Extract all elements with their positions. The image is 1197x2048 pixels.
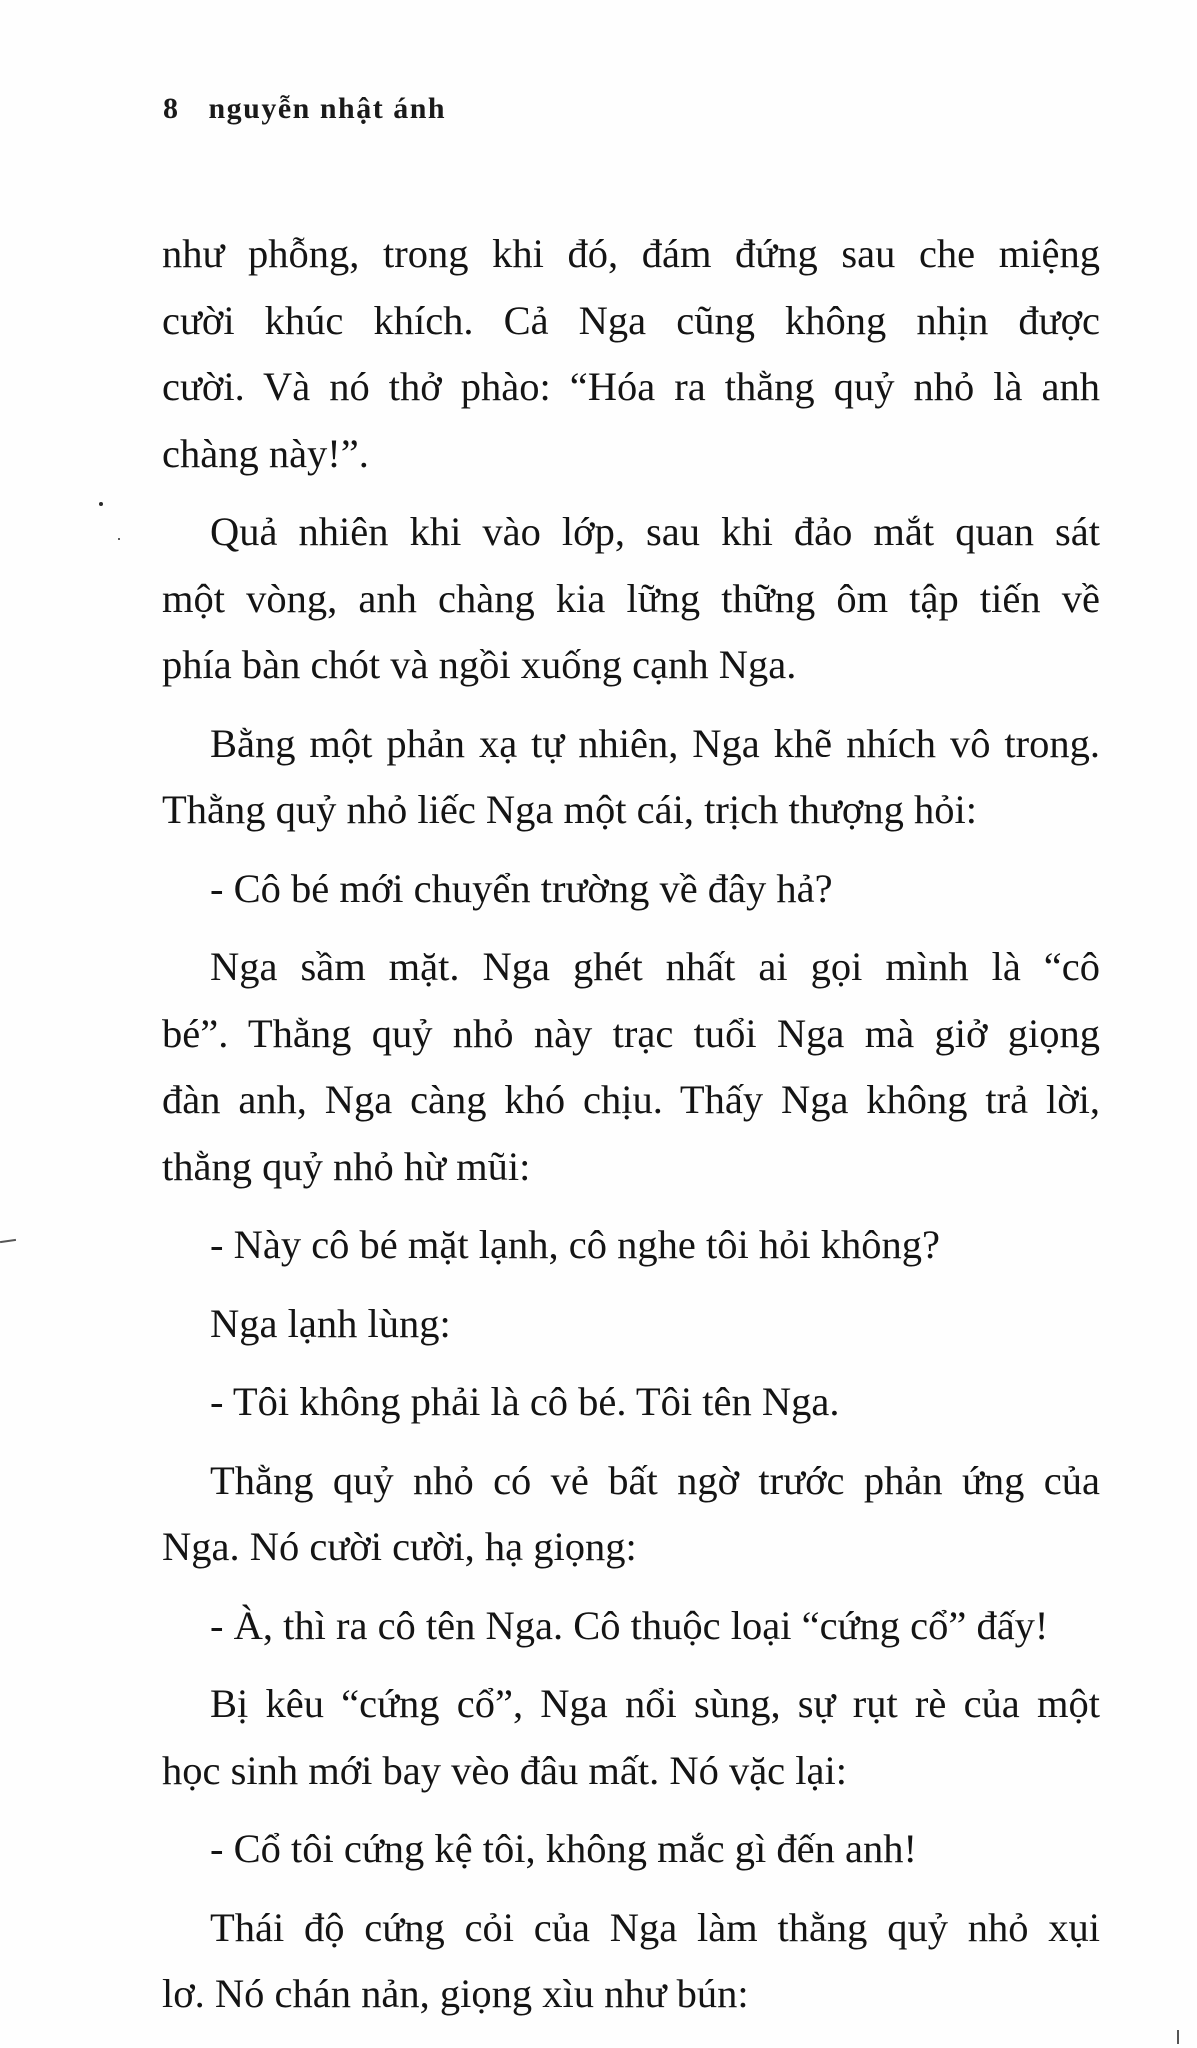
dialogue-line (162, 1369, 1100, 1436)
scan-edge-mark (1177, 2030, 1179, 2044)
dialogue-line (162, 856, 1100, 923)
text-line: đàn anh, Nga càng khó chịu. Thấy Nga không trả lời, (162, 1077, 1100, 1122)
text-line: Nga sầm mặt. Nga ghét nhất ai gọi mình là “cô (210, 944, 1100, 989)
text-line: Nga. Nó cười cười, hạ giọng: (162, 1524, 637, 1569)
text-line: cười. Và nó thở phào: “Hóa ra thằng quỷ nhỏ là anh (162, 364, 1100, 409)
text-line: phía bàn chót và ngồi xuống cạnh Nga. (162, 642, 797, 687)
text-line: Thằng quỷ nhỏ có vẻ bất ngờ trước phản ứng của (210, 1457, 1100, 1503)
paragraph-continuation (162, 221, 1100, 487)
text-line: - Cô bé mới chuyển trường về đây hả? (210, 865, 833, 911)
author-name: nguyễn nhật ánh (208, 92, 447, 125)
dialogue-line (162, 1593, 1100, 1660)
scan-edge-mark (0, 1239, 16, 1243)
text-line: - Tôi không phải là cô bé. Tôi tên Nga. (210, 1379, 840, 1424)
text-line: cười khúc khích. Cả Nga cũng không nhịn được (162, 297, 1100, 343)
text-line: Thằng quỷ nhỏ liếc Nga một cái, trịch thượng hỏi: (162, 787, 977, 832)
scan-speck (99, 502, 103, 506)
body-text (162, 221, 1100, 2028)
text-line: thằng quỷ nhỏ hừ mũi: (162, 1143, 531, 1189)
text-line: Thái độ cứng cỏi của Nga làm thằng quỷ nhỏ xụi (210, 1904, 1100, 1950)
text-line: lơ. Nó chán nản, giọng xìu như bún: (162, 1971, 749, 2016)
text-line: học sinh mới bay vèo đâu mất. Nó vặc lại: (162, 1747, 847, 1793)
dialogue-line (162, 1816, 1100, 1883)
running-head (163, 92, 446, 126)
text-line: Nga lạnh lùng: (210, 1300, 451, 1346)
page-number: 8 (163, 92, 180, 125)
scan-speck (118, 538, 120, 540)
text-line: Bị kêu “cứng cổ”, Nga nổi sùng, sự rụt rè của một (210, 1681, 1100, 1726)
text-line: - À, thì ra cô tên Nga. Cô thuộc loại “cứng cổ” đấy! (210, 1602, 1049, 1648)
text-line: như phỗng, trong khi đó, đám đứng sau che miệng (162, 231, 1100, 276)
paragraph (162, 1671, 1100, 1804)
paragraph (162, 711, 1100, 844)
paragraph (162, 1895, 1100, 2028)
text-line: - Cổ tôi cứng kệ tôi, không mắc gì đến anh! (210, 1826, 917, 1871)
paragraph (162, 499, 1100, 699)
text-line: Quả nhiên khi vào lớp, sau khi đảo mắt quan sát (210, 509, 1100, 554)
dialogue-line (162, 1212, 1100, 1279)
paragraph (162, 934, 1100, 1200)
paragraph (162, 1291, 1100, 1358)
text-line: bé”. Thằng quỷ nhỏ này trạc tuổi Nga mà giở giọng (162, 1010, 1100, 1056)
text-line: một vòng, anh chàng kia lững thững ôm tập tiến về (162, 575, 1100, 621)
text-line: chàng này!”. (162, 430, 369, 476)
paragraph (162, 1448, 1100, 1581)
text-line: - Này cô bé mặt lạnh, cô nghe tôi hỏi không? (210, 1222, 940, 1267)
text-line: Bằng một phản xạ tự nhiên, Nga khẽ nhích vô trong. (210, 720, 1100, 766)
